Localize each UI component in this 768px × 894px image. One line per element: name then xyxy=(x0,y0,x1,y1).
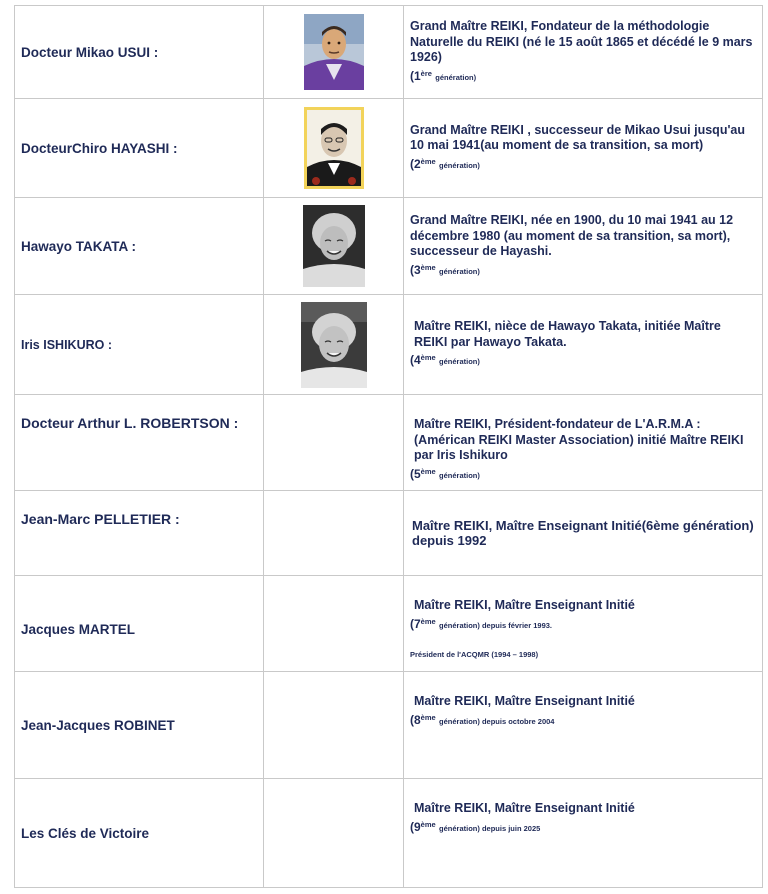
generation-label: (3ème génération) xyxy=(410,262,480,277)
master-description xyxy=(404,295,763,395)
master-name: Jacques MARTEL xyxy=(15,576,264,672)
master-name: Hawayo TAKATA : xyxy=(15,198,264,295)
master-description xyxy=(404,779,763,888)
master-name: Docteur Arthur L. ROBERTSON : xyxy=(15,395,264,491)
photo-cell xyxy=(264,672,404,779)
table-row xyxy=(15,295,763,395)
portrait-takata-photo xyxy=(303,205,365,287)
generation-label: (5ème génération) xyxy=(410,466,480,481)
table-row xyxy=(15,99,763,198)
master-description xyxy=(404,672,763,779)
table-row xyxy=(15,395,763,491)
generation-label: (8ème génération) depuis octobre 2004 xyxy=(410,712,555,727)
generation-label: (7ème génération) depuis février 1993. xyxy=(410,616,552,631)
master-name: Jean-Jacques ROBINET xyxy=(15,672,264,779)
master-title: Maître REIKI, nièce de Hawayo Takata, initiée Maître REIKI par Hawayo Takata. xyxy=(414,319,721,349)
generation-label: (2ème génération) xyxy=(410,156,480,171)
master-title: Maître REIKI, Maître Enseignant Initié(6ème génération) depuis 1992 xyxy=(412,517,754,548)
master-name: Docteur Mikao USUI : xyxy=(15,6,264,99)
master-description xyxy=(404,491,763,576)
master-description xyxy=(404,198,763,295)
master-title: Maître REIKI, Maître Enseignant Initié xyxy=(414,801,635,815)
portrait-ishikuro-photo xyxy=(301,302,367,388)
master-description xyxy=(404,576,763,672)
master-title: Maître REIKI, Maître Enseignant Initié xyxy=(414,598,635,612)
master-title: Maître REIKI, Maître Enseignant Initié xyxy=(414,694,635,708)
photo-cell xyxy=(264,576,404,672)
master-description xyxy=(404,6,763,99)
portrait-usui-photo xyxy=(304,14,364,90)
master-title: Maître REIKI, Président-fondateur de L'A.R.M.A : (Américan REIKI Master Association) initié Maître REIKI par Iris Ishikuro xyxy=(414,417,744,462)
master-description xyxy=(404,99,763,198)
presidency-note: Président de l'ACQMR (1994 – 1998) xyxy=(410,650,539,659)
table-row xyxy=(15,491,763,576)
table-row xyxy=(15,672,763,779)
photo-cell xyxy=(264,491,404,576)
table-row xyxy=(15,779,763,888)
table-row xyxy=(15,576,763,672)
master-name: Les Clés de Victoire xyxy=(15,779,264,888)
generation-label: (9ème génération) depuis juin 2025 xyxy=(410,819,541,834)
table-row xyxy=(15,6,763,99)
photo-cell xyxy=(264,295,404,395)
reiki-lineage-table xyxy=(14,5,763,888)
generation-label: (1ère génération) xyxy=(410,68,477,83)
photo-cell xyxy=(264,6,404,99)
master-name: Jean-Marc PELLETIER : xyxy=(15,491,264,576)
generation-label: (4ème génération) xyxy=(410,353,480,368)
portrait-hayashi-photo xyxy=(304,107,364,189)
photo-cell xyxy=(264,395,404,491)
photo-cell xyxy=(264,198,404,295)
master-name: Iris ISHIKURO : xyxy=(15,295,264,395)
master-title: Grand Maître REIKI , successeur de Mikao Usui jusqu'au 10 mai 1941(au moment de sa transition, sa mort) xyxy=(410,122,746,153)
master-title: Grand Maître REIKI, née en 1900, du 10 mai 1941 au 12 décembre 1980 (au moment de sa transition, sa mort), successeur de Hayashi. xyxy=(410,213,734,258)
master-name: DocteurChiro HAYASHI : xyxy=(15,99,264,198)
photo-cell xyxy=(264,779,404,888)
master-title: Grand Maître REIKI, Fondateur de la méthodologie Naturelle du REIKI (né le 15 août 1865 et décédé le 9 mars 1926) xyxy=(410,19,753,64)
master-description xyxy=(404,395,763,491)
table-row xyxy=(15,198,763,295)
photo-cell xyxy=(264,99,404,198)
